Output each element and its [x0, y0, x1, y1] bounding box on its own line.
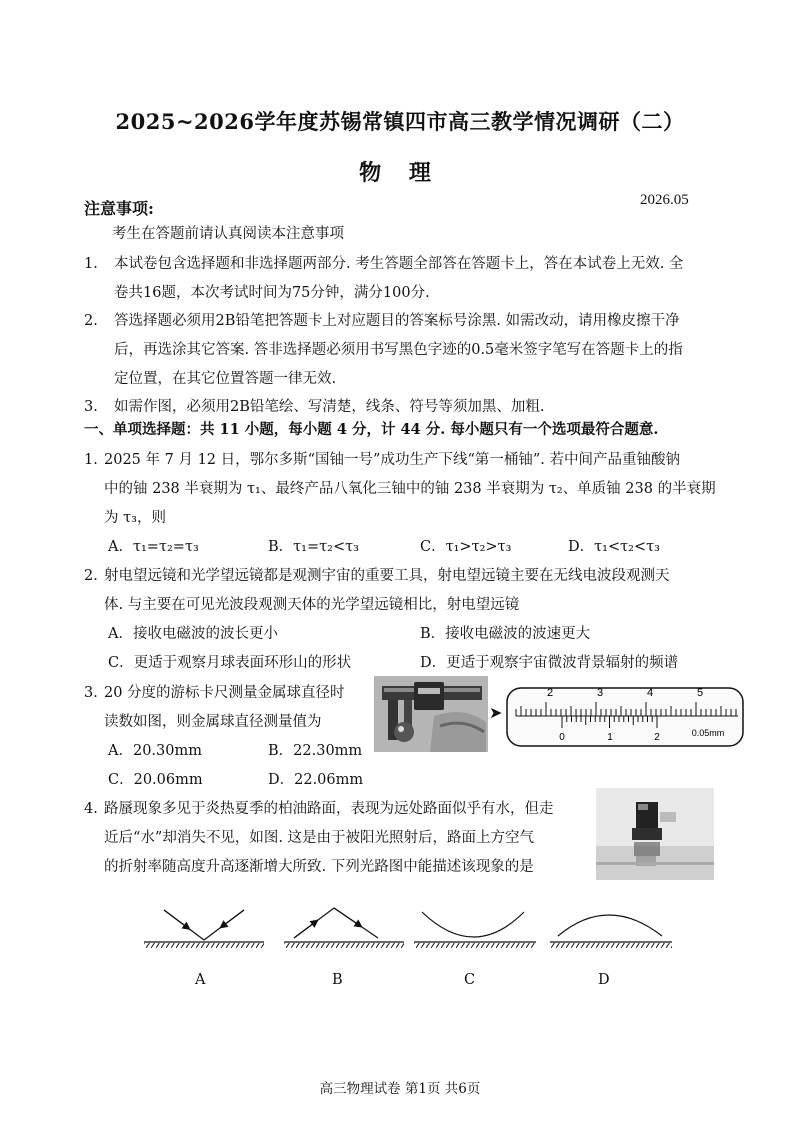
diagram-label-b: B	[332, 972, 343, 988]
subject-title: 物 理	[359, 160, 441, 186]
question-number: 2.	[84, 568, 98, 584]
notice-line: 答选择题必须用2B铅笔把答题卡上对应题目的答案标号涂黑. 如需改动，请用橡皮擦干净	[114, 313, 680, 329]
option-c: C．更适于观察月球表面环形山的形状	[108, 655, 352, 671]
precision-label: 0.05mm	[691, 728, 725, 738]
question-text: 近后“水”却消失不见，如图. 这是由于被阳光照射后，路面上方空气	[104, 830, 535, 846]
light-path-diagrams	[136, 900, 696, 960]
option-d: D．22.06mm	[268, 772, 364, 788]
notice-line: 后，再选涂其它答案. 答非选择题必须用书写黑色字迹的0.5毫米签字笔写在答题卡上的指	[114, 342, 683, 358]
option-b: B．τ₁=τ₂<τ₃	[268, 539, 359, 555]
question-text: 20 分度的游标卡尺测量金属球直径时	[104, 685, 345, 701]
notice-heading: 注意事项:	[84, 199, 154, 218]
vernier-label: 2	[654, 732, 660, 743]
option-a: A．接收电磁波的波长更小	[108, 626, 278, 642]
exam-date: 2026.05	[640, 192, 689, 208]
option-a: A．τ₁=τ₂=τ₃	[108, 539, 199, 555]
caliper-photo	[374, 676, 488, 752]
notice-line: 定位置，在其它位置答题一律无效.	[114, 371, 337, 387]
diagram-label-c: C	[464, 972, 476, 988]
question-text: 路蜃现象多见于炎热夏季的柏油路面，表现为远处路面似乎有水，但走	[104, 801, 554, 817]
question-number: 1.	[84, 452, 98, 468]
option-a: A．20.30mm	[108, 743, 202, 759]
option-d: D．τ₁<τ₂<τ₃	[568, 539, 660, 555]
diagram-label-a: A	[195, 972, 206, 988]
main-scale-label: 4	[646, 687, 654, 699]
notice-line: 卷共16题，本次考试时间为75分钟，满分100分.	[114, 285, 430, 301]
page-footer: 高三物理试卷 第1页 共6页	[319, 1081, 481, 1097]
question-text: 读数如图，则金属球直径测量值为	[104, 714, 322, 730]
arrow-right-icon: ➤	[489, 703, 503, 722]
notice-item-num: 2.	[84, 313, 98, 329]
notice-line: 如需作图，必须用2B铅笔绘、写清楚，线条、符号等须加黑、加粗.	[114, 399, 545, 415]
option-d: D．更适于观察宇宙微波背景辐射的频谱	[420, 655, 679, 671]
exam-title: 2025~2026学年度苏锡常镇四市高三教学情况调研（二）	[115, 109, 685, 134]
question-text: 射电望远镜和光学望远镜都是观测宇宙的重要工具，射电望远镜主要在无线电波段观测天	[104, 568, 670, 584]
question-text: 中的铀 238 半衰期为 τ₁、最终产品八氧化三铀中的铀 238 半衰期为 τ₂、单质铀 238 的半衰期	[104, 481, 716, 497]
option-c: C．τ₁>τ₂>τ₃	[420, 539, 512, 555]
section-heading: 一、单项选择题：共 11 小题，每小题 4 分，计 44 分. 每小题只有一个选项最符合题意.	[84, 421, 659, 438]
diagram-c	[414, 912, 536, 948]
notice-item-num: 1.	[84, 256, 98, 272]
question-number: 3.	[84, 685, 98, 701]
notice-item-num: 3.	[84, 399, 98, 415]
diagram-d	[550, 915, 672, 948]
vernier-scale	[506, 680, 746, 750]
vernier-label: 0	[559, 732, 565, 743]
notice-line: 本试卷包含选择题和非选择题两部分. 考生答题全部答在答题卡上，答在本试卷上无效. 全	[114, 256, 684, 272]
mirage-photo	[596, 788, 714, 880]
question-number: 4.	[84, 801, 98, 817]
main-scale-label: 3	[596, 687, 604, 699]
question-text: 为 τ₃，则	[104, 510, 166, 526]
vernier-label: 1	[607, 732, 613, 743]
option-b: B．22.30mm	[268, 743, 363, 759]
diagram-b	[284, 908, 404, 948]
notice-intro: 考生在答题前请认真阅读本注意事项	[112, 226, 344, 242]
question-text: 2025 年 7 月 12 日，鄂尔多斯“国铀一号”成功生产下线“第一桶铀”. 若中间产品重铀酸钠	[104, 452, 680, 468]
option-b: B．接收电磁波的波速更大	[420, 626, 591, 642]
diagram-label-d: D	[598, 972, 610, 988]
option-c: C．20.06mm	[108, 772, 203, 788]
question-text: 的折射率随高度升高逐渐增大所致. 下列光路图中能描述该现象的是	[104, 859, 534, 875]
main-scale-label: 5	[696, 687, 704, 699]
diagram-a	[144, 910, 264, 948]
question-text: 体. 与主要在可见光波段观测天体的光学望远镜相比，射电望远镜	[104, 597, 520, 613]
main-scale-label: 2	[546, 687, 554, 699]
